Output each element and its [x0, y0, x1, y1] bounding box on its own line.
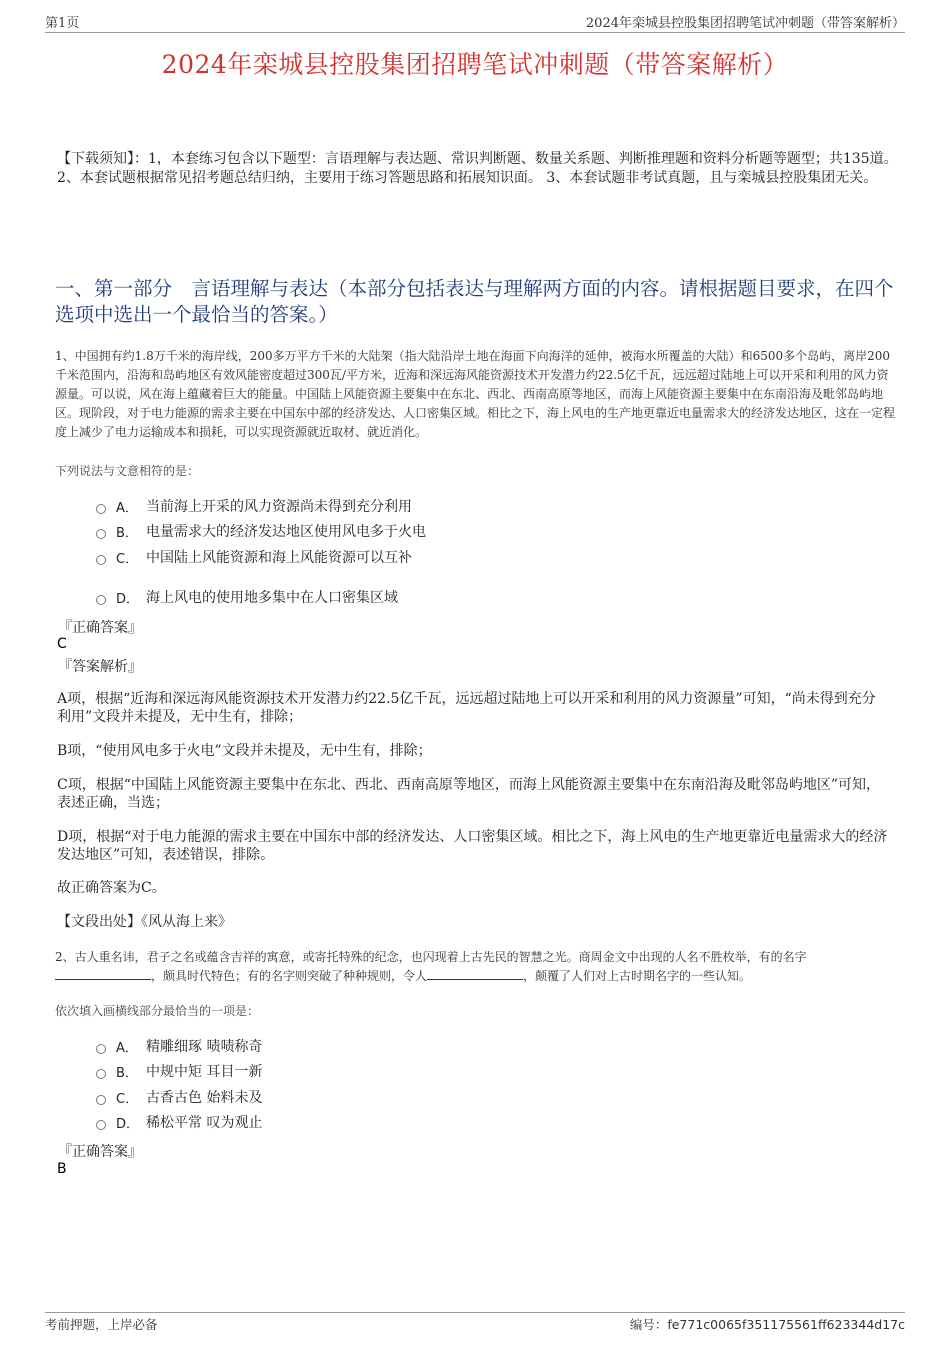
option-letter: D．: [116, 591, 140, 607]
q1-analysis-d: D项，根据“对于电力能源的需求主要在中国东中部的经济发达、人口密集区域。相比之下，海上风电的生产地更靠近电量需求大的经济发达地区”可知，表述错误，排除。: [57, 829, 888, 863]
fill-blank-1[interactable]: [55, 967, 151, 980]
option-text: 古香古色 始料未及: [146, 1090, 263, 1106]
q1-source: 【文段出处】《风从海上来》: [57, 914, 232, 930]
q2-answer-value: B: [57, 1161, 67, 1177]
q1-analysis-label: 『答案解析』: [58, 659, 142, 675]
q1-option-a[interactable]: [96, 496, 412, 516]
option-letter: C．: [116, 551, 139, 567]
radio-icon[interactable]: [96, 1095, 106, 1105]
radio-icon[interactable]: [96, 555, 106, 565]
radio-icon[interactable]: [96, 1069, 106, 1079]
q1-answer-label: 『正确答案』: [58, 620, 142, 636]
header-doc-title: 2024年栾城县控股集团招聘笔试冲刺题（带答案解析）: [585, 16, 905, 31]
q2-option-d[interactable]: [96, 1112, 262, 1132]
page-footer: [45, 1315, 905, 1333]
q1-answer-value: C: [57, 636, 67, 652]
footer-code: fe771c0065f351175561ff623344d17c: [667, 1317, 905, 1332]
q2-text-part1: 2、古人重名讳，君子之名或蕴含吉祥的寓意，或寄托特殊的纪念，也闪现着上古先民的智慧之光。商周金文中出现的人名不胜枚举，有的名字: [55, 950, 807, 964]
page-number: 第1页: [45, 16, 80, 31]
q1-option-d[interactable]: [96, 587, 398, 607]
q2-text-part3: ，颠覆了人们对上古时期名字的一些认知。: [523, 969, 752, 983]
option-text: 海上风电的使用地多集中在人口密集区域: [146, 590, 398, 606]
option-letter: D．: [116, 1116, 140, 1132]
section-heading: 一、第一部分 言语理解与表达（本部分包括表达与理解两方面的内容。请根据题目要求，在四个选项中选出一个最恰当的答案。）: [55, 277, 894, 326]
radio-icon[interactable]: [96, 1044, 106, 1054]
download-notice: 【下载须知】：1，本套练习包含以下题型：言语理解与表达题、常识判断题、数量关系题、判断推理题和资料分析题等题型；共135道。 2、本套试题根据常见招考题总结归纳，主要用于练习答题思路和拓展知识面。 3、本套试题非考试真题，且与栾城县控股集团无关。: [57, 151, 898, 186]
q1-analysis-a: A项，根据“近海和深远海风能资源技术开发潜力约22.5亿千瓦，远远超过陆地上可以开采和利用的风力资源量”可知，“尚未得到充分利用”文段并未提及，无中生有，排除；: [57, 691, 876, 725]
option-text: 中规中矩 耳目一新: [146, 1064, 263, 1080]
radio-icon[interactable]: [96, 1120, 106, 1130]
q1-option-c[interactable]: [96, 547, 412, 567]
radio-icon[interactable]: [96, 504, 106, 514]
footer-slogan: 考前押题，上岸必备: [45, 1317, 158, 1332]
footer-divider: [45, 1312, 905, 1313]
option-letter: A．: [116, 1040, 138, 1056]
q1-analysis-b: B项，“使用风电多于火电”文段并未提及，无中生有，排除；: [57, 743, 432, 759]
option-text: 当前海上开采的风力资源尚未得到充分利用: [146, 499, 412, 515]
option-text: 精雕细琢 啧啧称奇: [146, 1039, 263, 1055]
q2-option-c[interactable]: [96, 1087, 262, 1107]
option-letter: B．: [116, 525, 138, 541]
q2-answer-label: 『正确答案』: [58, 1144, 142, 1160]
q2-text-part2: ，颇具时代特色；有的名字则突破了种种规则，令人: [151, 969, 428, 983]
option-text: 中国陆上风能资源和海上风能资源可以互补: [146, 550, 412, 566]
radio-icon[interactable]: [96, 595, 106, 605]
q2-option-b[interactable]: [96, 1061, 262, 1081]
page-header: [45, 14, 905, 33]
option-letter: A．: [116, 500, 138, 516]
footer-code-label: 编号：: [629, 1317, 668, 1332]
q1-analysis-c: C项，根据“中国陆上风能资源主要集中在东北、西北、西南高原等地区，而海上风能资源主要集中在东南沿海及毗邻岛屿地区”可知，表述正确，当选；: [57, 777, 881, 811]
option-letter: C．: [116, 1091, 139, 1107]
fill-blank-2[interactable]: [427, 967, 523, 980]
option-text: 电量需求大的经济发达地区使用风电多于火电: [146, 524, 426, 540]
q1-option-b[interactable]: [96, 521, 426, 541]
document-title: 2024年栾城县控股集团招聘笔试冲刺题（带答案解析）: [161, 50, 789, 79]
question-1-prompt: 下列说法与文意相符的是：: [55, 464, 200, 478]
question-1-text: 1、中国拥有约1.8万千米的海岸线，200多万平方千米的大陆架（指大陆沿岸土地在海面下向海洋的延伸，被海水所覆盖的大陆）和6500多个岛屿，离岸200千米范围内，沿海和岛屿地区有效风能密度超过300瓦/平方米，近海和深远海风能资源技术开发潜力约22.5亿千瓦，远远超过陆地上可以开采和利用的风力资源量。可以说，风在海上蕴藏着巨大的能量。中国陆上风能资源主要集中在东北、西北、西南高原等地区，而海上风能资源主要集中在东南沿海及毗邻岛屿地区。现阶段，对于电力能源的需求主要在中国东中部的经济发达、人口密集区域。相比之下，海上风电的生产地更靠近电量需求大的经济发达地区，这在一定程度上减少了电力运输成本和损耗，可以实现资源就近取材、就近消化。: [55, 349, 896, 439]
option-letter: B．: [116, 1065, 138, 1081]
option-text: 稀松平常 叹为观止: [146, 1115, 263, 1131]
question-2-text: [55, 948, 895, 986]
radio-icon[interactable]: [96, 529, 106, 539]
footer-code-block: [630, 1315, 905, 1333]
q1-conclusion: 故正确答案为C。: [57, 880, 166, 896]
q2-option-a[interactable]: [96, 1036, 262, 1056]
question-2-prompt: 依次填入画横线部分最恰当的一项是：: [55, 1004, 260, 1018]
